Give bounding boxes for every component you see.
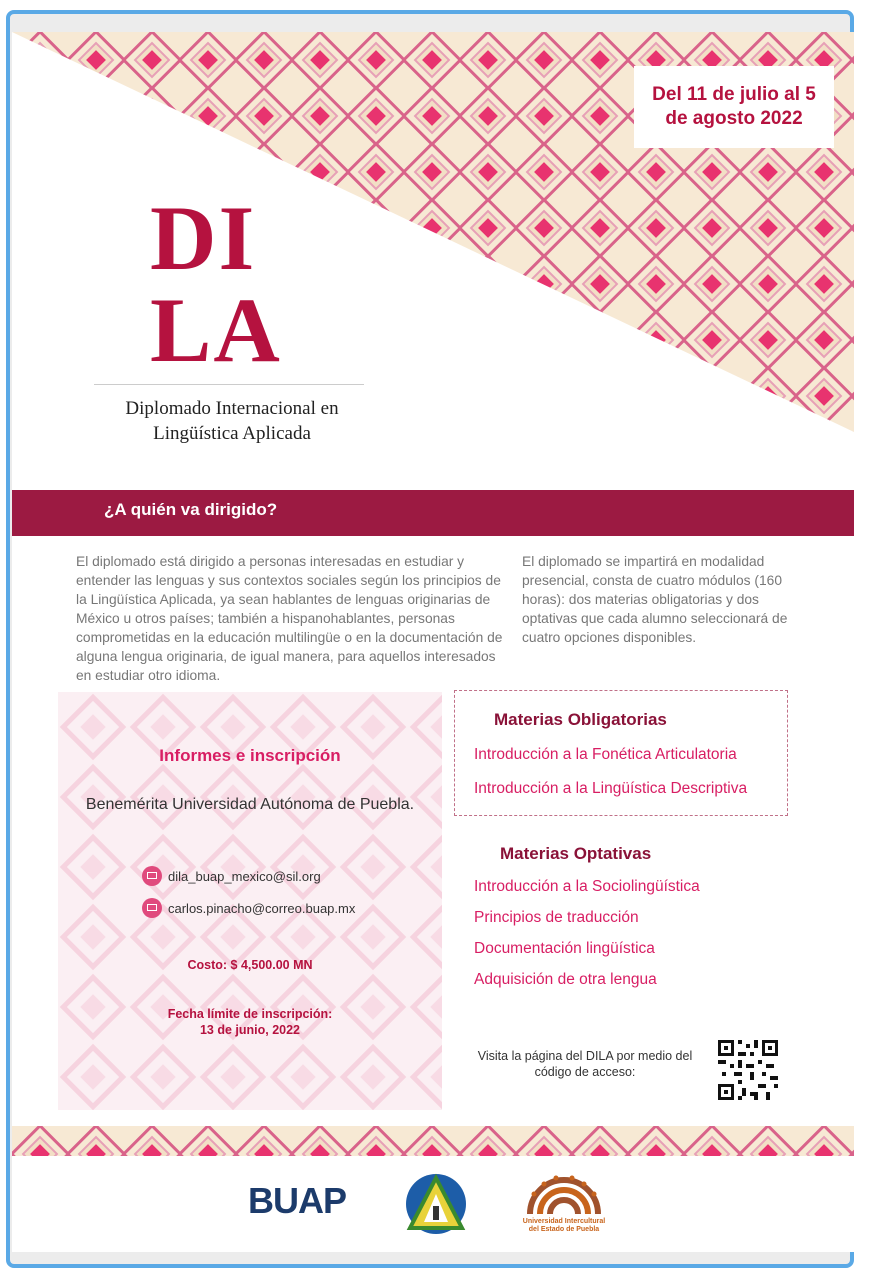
email-link-2[interactable]: carlos.pinacho@correo.buap.mx bbox=[168, 900, 356, 916]
info-heading: Informes e inscripción bbox=[159, 746, 341, 765]
audience-text: El diplomado está dirigido a personas interesadas en estudiar y entender las lenguas y sus contextos sociales según los principios de la Lingüística Aplicada, ya sean hablantes de lenguas originarias de México u otros países; también a hispanohablantes, personas comprometidas en la educación multilingüe o en la documentación de alguna lengua originaria, de igual manera, para aquellos interesados en estudiar otro idioma. bbox=[76, 554, 503, 683]
info-panel bbox=[58, 692, 442, 1110]
logo-line2: LA bbox=[150, 279, 282, 381]
intercultural-university-logo bbox=[520, 1168, 608, 1248]
mandatory-course: Introducción a la Lingüística Descriptiva bbox=[474, 780, 748, 797]
subtitle-line1: Diplomado Internacional en bbox=[125, 398, 339, 419]
optional-heading: Materias Optativas bbox=[500, 844, 652, 863]
textile-pattern-bottom bbox=[12, 1126, 854, 1156]
audience-heading: ¿A quién va dirigido? bbox=[104, 500, 278, 519]
visit-text: Visita la página del DILA por medio del código de acceso: bbox=[477, 1049, 693, 1079]
optional-course: Principios de traducción bbox=[474, 909, 639, 926]
institution-name: Benemérita Universidad Autónoma de Puebla. bbox=[85, 796, 415, 813]
deadline-date: 13 de junio, 2022 bbox=[199, 1023, 301, 1037]
program-subtitle bbox=[92, 396, 372, 446]
buap-logo: BUAP bbox=[248, 1180, 347, 1221]
deadline bbox=[58, 1006, 442, 1038]
envelope-icon bbox=[142, 866, 162, 886]
modality-text: El diplomado se impartirá en modalidad presencial, consta de cuatro módulos (160 horas): dos materias obligatorias y dos optativas que cada alumno seleccionará de cuatro opciones disponibles. bbox=[522, 554, 788, 645]
dila-logo bbox=[150, 187, 350, 381]
subtitle-line2: Lingüística Aplicada bbox=[153, 423, 311, 444]
deadline-label: Fecha límite de inscripción: bbox=[167, 1007, 333, 1021]
email-row-2 bbox=[142, 898, 355, 918]
email-link-1[interactable]: dila_buap_mexico@sil.org bbox=[168, 868, 321, 884]
optional-course: Documentación lingüística bbox=[474, 940, 655, 957]
email-row-1 bbox=[142, 866, 321, 886]
cost-text: Costo: $ 4,500.00 MN bbox=[187, 958, 313, 972]
mandatory-heading: Materias Obligatorias bbox=[494, 710, 667, 729]
mandatory-course: Introducción a la Fonética Articulatoria bbox=[474, 746, 737, 763]
envelope-icon bbox=[142, 898, 162, 918]
date-range: Del 11 de julio al 5 de agosto 2022 bbox=[634, 66, 834, 148]
optional-course: Introducción a la Sociolingüística bbox=[474, 878, 700, 895]
qr-code[interactable] bbox=[716, 1038, 780, 1102]
optional-course: Adquisición de otra lengua bbox=[474, 971, 657, 988]
intercultural-university-name: Universidad Intercultural del Estado de Puebla bbox=[522, 1218, 606, 1233]
logo-divider bbox=[94, 384, 364, 385]
triangle-logo bbox=[404, 1172, 468, 1236]
logo-line1: DI bbox=[150, 187, 257, 289]
poster bbox=[12, 32, 854, 1252]
